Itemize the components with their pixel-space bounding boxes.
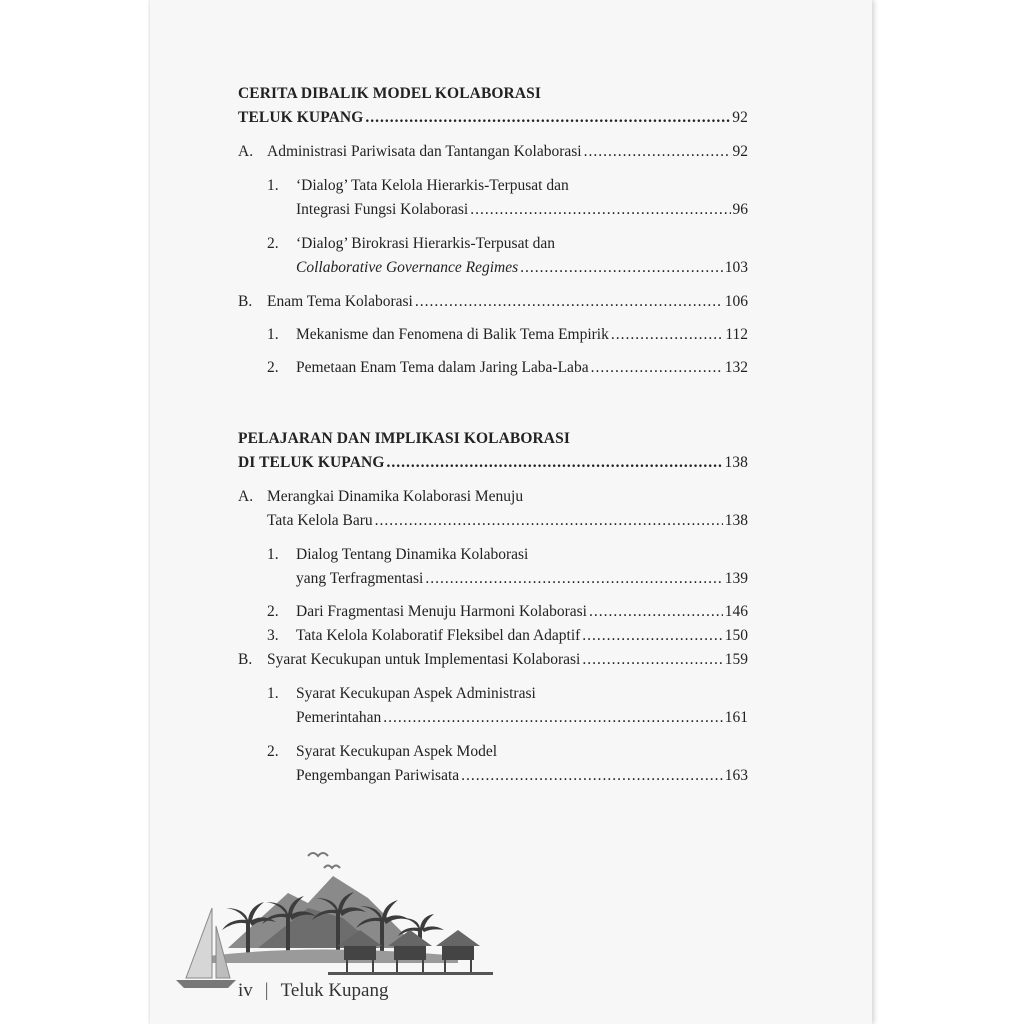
- leader-dots: [611, 323, 723, 347]
- leader-dots: [582, 624, 722, 648]
- page-footer: [238, 980, 389, 1002]
- chapter-title: [238, 82, 541, 106]
- toc-entry[interactable]: [267, 232, 555, 256]
- item-label: Dari Fragmentasi Menuju Harmoni Kolaborasi: [296, 603, 587, 620]
- toc-entry[interactable]: [267, 174, 569, 198]
- footer-separator: |: [264, 980, 269, 1001]
- leader-dots: [470, 198, 730, 222]
- leader-dots: [415, 290, 723, 314]
- item-marker: 1.: [267, 546, 279, 563]
- page-number: 92: [732, 143, 748, 160]
- item-label: Mekanisme dan Fenomena di Balik Tema Empirik: [296, 326, 609, 343]
- page-number: 139: [724, 570, 748, 587]
- section-marker: B.: [238, 651, 253, 668]
- leader-dots: [589, 600, 723, 624]
- section-marker: A.: [238, 488, 254, 505]
- item-label: Dialog Tentang Dinamika Kolaborasi: [296, 546, 529, 563]
- section-marker: B.: [238, 293, 253, 310]
- stilt-huts: [328, 930, 493, 975]
- leader-dots: [461, 764, 723, 788]
- page-number: 163: [724, 767, 748, 784]
- chapter-title-line: TELUK KUPANG: [238, 109, 364, 126]
- toc-entry[interactable]: [238, 451, 748, 475]
- toc-entry[interactable]: [238, 140, 748, 164]
- leader-dots: [582, 648, 722, 672]
- background-right: [872, 0, 1024, 1024]
- toc-entry[interactable]: [267, 543, 528, 567]
- page-number: 106: [724, 293, 748, 310]
- page-number: 103: [724, 259, 748, 276]
- section-marker: A.: [238, 143, 254, 160]
- bird-icon: [324, 866, 340, 869]
- item-label: Syarat Kecukupan Aspek Administrasi: [296, 685, 536, 702]
- page-number: 96: [732, 201, 748, 218]
- toc-entry[interactable]: [267, 323, 748, 347]
- toc-entry[interactable]: [238, 106, 748, 130]
- item-label: ‘Dialog’ Birokrasi Hierarkis-Terpusat dan: [296, 235, 556, 252]
- page-number: 92: [732, 109, 748, 126]
- item-marker: 3.: [267, 627, 279, 644]
- section-label: Merangkai Dinamika Kolaborasi Menuju: [267, 488, 524, 505]
- item-label: Syarat Kecukupan Aspek Model: [296, 743, 498, 760]
- leader-dots: [591, 356, 723, 380]
- page-number: 150: [724, 627, 748, 644]
- item-label: Pengembangan Pariwisata: [296, 767, 460, 784]
- toc-entry[interactable]: [267, 600, 748, 624]
- toc-entry-continuation[interactable]: [296, 567, 748, 591]
- toc-entry[interactable]: [238, 648, 748, 672]
- toc-entry-continuation[interactable]: [296, 198, 748, 222]
- toc-entry[interactable]: [267, 740, 497, 764]
- chapter-title-line: DI TELUK KUPANG: [238, 454, 385, 471]
- item-label: Tata Kelola Kolaboratif Fleksibel dan Adaptif: [296, 627, 581, 644]
- toc-entry[interactable]: [238, 290, 748, 314]
- chapter-title-line: CERITA DIBALIK MODEL KOLABORASI: [238, 85, 541, 102]
- item-label: Pemetaan Enam Tema dalam Jaring Laba-Laba: [296, 359, 589, 376]
- item-label: ‘Dialog’ Tata Kelola Hierarkis-Terpusat dan: [296, 177, 569, 194]
- table-of-contents: [150, 0, 872, 820]
- page-number: 132: [724, 359, 748, 376]
- section-label: Enam Tema Kolaborasi: [267, 293, 413, 310]
- leader-dots: [375, 509, 723, 533]
- leader-dots: [383, 706, 723, 730]
- item-label: Collaborative Governance Regimes: [296, 259, 519, 276]
- toc-entry[interactable]: [267, 682, 536, 706]
- item-label: Pemerintahan: [296, 709, 382, 726]
- chapter-title: [238, 427, 570, 451]
- item-marker: 1.: [267, 685, 279, 702]
- section-label: Syarat Kecukupan untuk Implementasi Kolaborasi: [267, 651, 581, 668]
- page-number: 146: [724, 603, 748, 620]
- chapter-title-line: PELAJARAN DAN IMPLIKASI KOLABORASI: [238, 430, 570, 447]
- leader-dots: [365, 106, 730, 130]
- item-marker: 2.: [267, 235, 279, 252]
- footer-book-title: Teluk Kupang: [280, 980, 389, 1001]
- page-number: 112: [725, 326, 748, 343]
- toc-entry[interactable]: [238, 485, 523, 509]
- toc-entry[interactable]: [267, 356, 748, 380]
- item-label: Integrasi Fungsi Kolaborasi: [296, 201, 469, 218]
- leader-dots: [386, 451, 722, 475]
- sailboat-icon: [176, 908, 236, 988]
- bird-icon: [308, 853, 328, 856]
- toc-entry-continuation[interactable]: [267, 509, 748, 533]
- section-label: Tata Kelola Baru: [267, 512, 373, 529]
- background-left: [0, 0, 150, 1024]
- toc-entry-continuation[interactable]: [296, 256, 748, 280]
- item-marker: 2.: [267, 603, 279, 620]
- toc-entry-continuation[interactable]: [296, 764, 748, 788]
- section-label: Administrasi Pariwisata dan Tantangan Kolaborasi: [267, 143, 582, 160]
- item-marker: 2.: [267, 743, 279, 760]
- page-number: 138: [724, 454, 748, 471]
- toc-entry[interactable]: [267, 624, 748, 648]
- leader-dots: [520, 256, 723, 280]
- item-marker: 1.: [267, 177, 279, 194]
- toc-entry-continuation[interactable]: [296, 706, 748, 730]
- leader-dots: [584, 140, 731, 164]
- book-page: [150, 0, 872, 1024]
- page-number: 159: [724, 651, 748, 668]
- page-number: 161: [724, 709, 748, 726]
- item-marker: 2.: [267, 359, 279, 376]
- leader-dots: [425, 567, 722, 591]
- item-marker: 1.: [267, 326, 279, 343]
- page-number: 138: [724, 512, 748, 529]
- footer-page-number: iv: [238, 980, 253, 1001]
- item-label: yang Terfragmentasi: [296, 570, 424, 587]
- island-illustration: [168, 838, 528, 998]
